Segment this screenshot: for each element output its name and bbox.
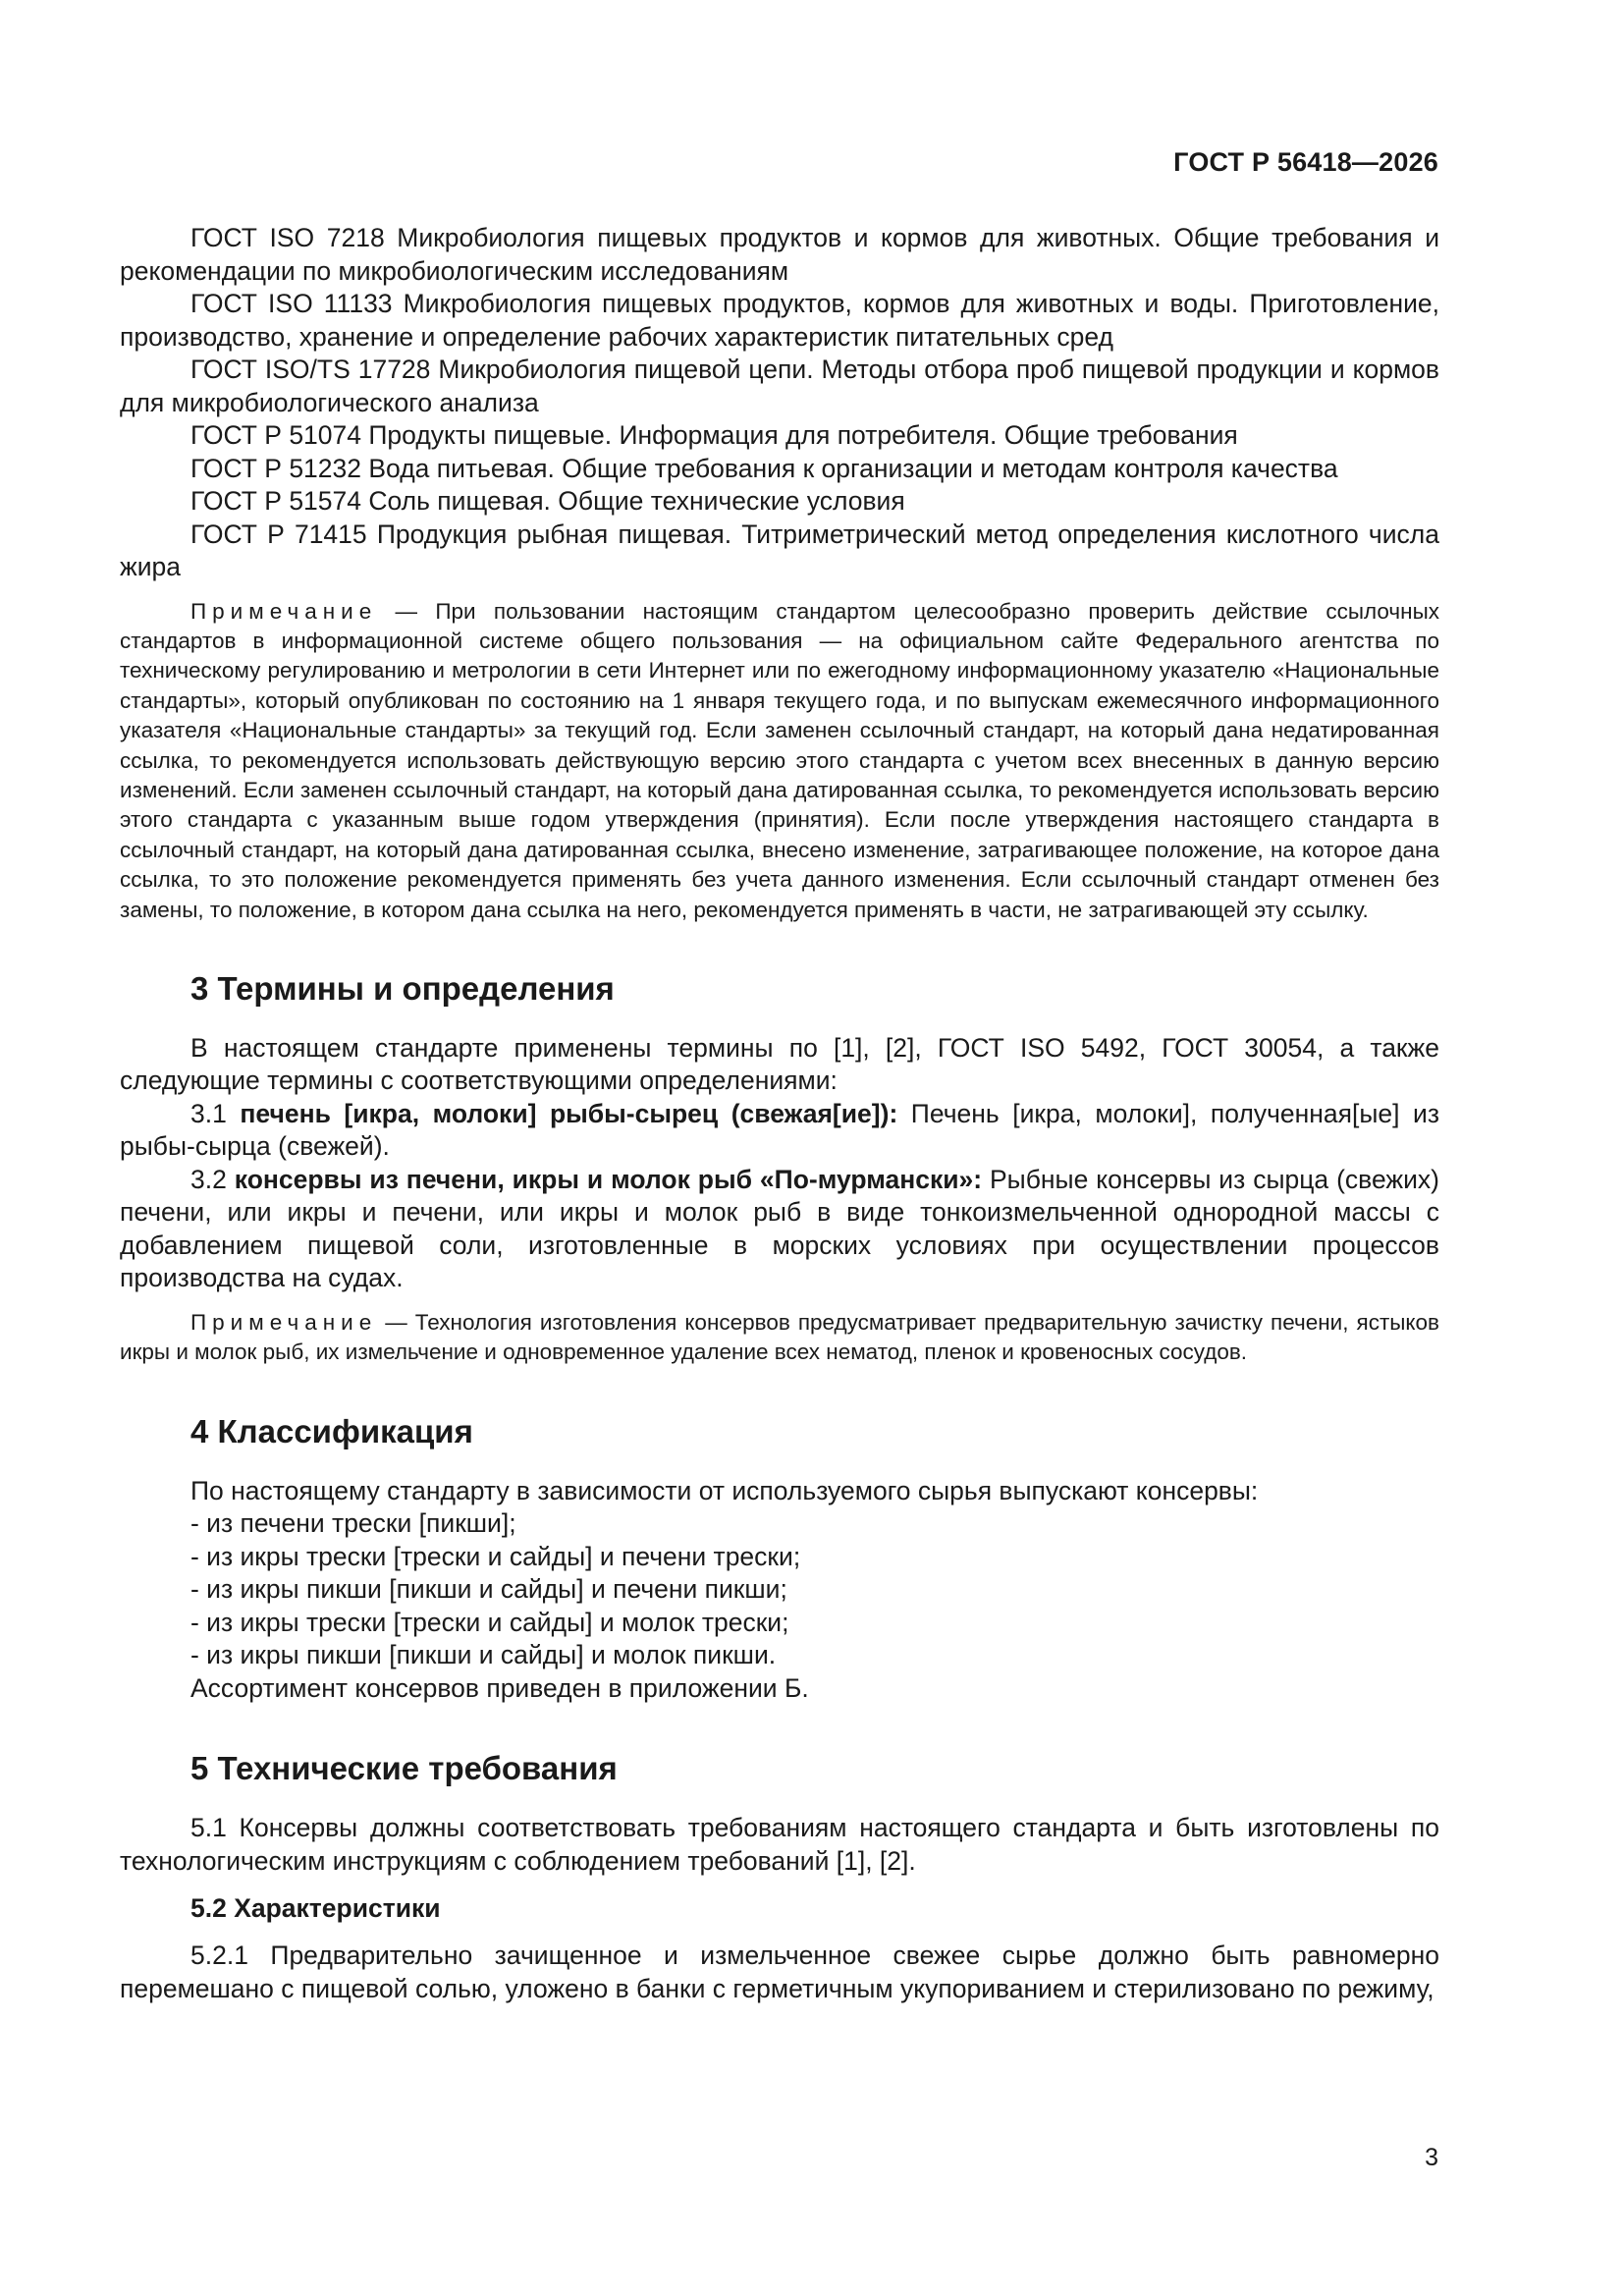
section-5-2-heading: 5.2 Характеристики <box>190 1893 441 1924</box>
references-note <box>120 597 1439 925</box>
document-number-header: ГОСТ Р 56418—2026 <box>1173 147 1438 177</box>
list-item: - из икры пикши [пикши и сайды] и молок пикши. <box>190 1640 777 1670</box>
term-3-2 <box>120 1164 1439 1295</box>
list-item: - из икры пикши [пикши и сайды] и печени пикши; <box>190 1574 787 1605</box>
term-name: консервы из печени, икры и молок рыб «По-мурмански»: <box>234 1164 983 1194</box>
section-4-intro: По настоящему стандарту в зависимости от используемого сырья выпускают консервы: <box>190 1475 1259 1505</box>
reference-item: ГОСТ ISO 11133 Микробиология пищевых продуктов, кормов для животных и воды. Приготовление, производство, хранение и определение рабочих характеристик питательных сред <box>120 289 1439 352</box>
section-5-2-1-paragraph: 5.2.1 Предварительно зачищенное и измельченное свежее сырье должно быть равномерно перемешано с пищевой солью, уложено в банки с герметичным укупориванием и стерилизовано по режиму, <box>120 1941 1439 2003</box>
page-number: 3 <box>1425 2144 1438 2171</box>
classification-list <box>120 1507 1439 1672</box>
section-5-1-paragraph: 5.1 Консервы должны соответствовать требованиям настоящего стандарта и быть изготовлены по технологическим инструкциям с соблюдением требований [1], [2]. <box>120 1813 1439 1876</box>
note-text: — Технология изготовления консервов предусматривает предварительную зачистку печени, ястыков икры и молок рыб, их измельчение и одновременное удаление всех нематод, пленок и кровеносных сосудов. <box>120 1309 1439 1365</box>
normative-references-list <box>120 222 1439 584</box>
reference-item: ГОСТ Р 51574 Соль пищевая. Общие технические условия <box>190 486 905 516</box>
section-3-intro: В настоящем стандарте применены термины по [1], [2], ГОСТ ISO 5492, ГОСТ 30054, а также следующие термины с соответствующими определениями: <box>120 1032 1439 1096</box>
page-content <box>120 222 1439 2005</box>
term-definition: Печень [икра, молоки], полученная[ые] из рыбы-сырца (свежей). <box>120 1098 1439 1162</box>
reference-item: ГОСТ ISO 7218 Микробиология пищевых продуктов и кормов для животных. Общие требования и рекомендации по микробиологическим исследованиям <box>120 223 1439 286</box>
term-number: 3.1 <box>190 1098 241 1128</box>
list-item: - из икры трески [трески и сайды] и молок трески; <box>190 1607 789 1637</box>
note-text: — При пользовании настоящим стандартом целесообразно проверить действие ссылочных стандартов в информационной системе общего пользования — на официальном сайте Федерального агентства по техническому регулированию и метрологии в сети Интернет или по ежегодному информационному указателю «Национальные стандарты», который опубликован по состоянию на 1 января текущего года, и по выпускам ежемесячного информационного указателя «Национальные стандарты» за текущий год. Если заменен ссылочный стандарт, на который дана недатированная ссылка, то рекомендуется использовать действующую версию этого стандарта с учетом всех внесенных в данную версию изменений. Если заменен ссылочный стандарт, на который дана датированная ссылка, то рекомендуется использовать версию этого стандарта с указанным выше годом утверждения (принятия). Если после утверждения настоящего стандарта в ссылочный стандарт, на который дана датированная ссылка, внесено изменение, затрагивающее положение, на которое дана ссылка, то это положение рекомендуется применять без учета данного изменения. Если ссылочный стандарт отменен без замены, то положение, в котором дана ссылка на него, рекомендуется применять в части, не затрагивающей эту ссылку. <box>120 598 1439 922</box>
term-number: 3.2 <box>190 1164 235 1194</box>
term-3-1 <box>120 1098 1439 1164</box>
reference-item: ГОСТ ISO/TS 17728 Микробиология пищевой цепи. Методы отбора проб пищевой продукции и кормов для микробиологического анализа <box>120 355 1439 417</box>
note-label: Примечание <box>190 598 378 624</box>
terms-note <box>120 1308 1439 1368</box>
note-label: Примечание <box>190 1309 378 1335</box>
term-definition: Рыбные консервы из сырца (свежих) печени, или икры и печени, или икры и молок рыб в виде тонкоизмельченной однородной массы с добавлением пищевой соли, изготовленные в морских условиях при осуществлении процессов производства на судах. <box>120 1164 1439 1293</box>
section-3-heading: 3 Термины и определения <box>190 969 615 1007</box>
reference-item: ГОСТ Р 51074 Продукты пищевые. Информация для потребителя. Общие требования <box>190 420 1238 450</box>
term-name: печень [икра, молоки] рыбы-сырец (свежая[ие]): <box>240 1098 898 1128</box>
section-5-heading: 5 Технические требования <box>190 1750 618 1787</box>
section-4-heading: 4 Классификация <box>190 1412 473 1449</box>
reference-item: ГОСТ Р 71415 Продукция рыбная пищевая. Титриметрический метод определения кислотного числа жира <box>120 519 1439 581</box>
reference-item: ГОСТ Р 51232 Вода питьевая. Общие требования к организации и методам контроля качества <box>190 453 1338 483</box>
list-item: - из печени трески [пикши]; <box>190 1508 516 1539</box>
list-item: - из икры трески [трески и сайды] и печени трески; <box>190 1541 801 1571</box>
section-4-outro: Ассортимент консервов приведен в приложении Б. <box>190 1672 809 1703</box>
